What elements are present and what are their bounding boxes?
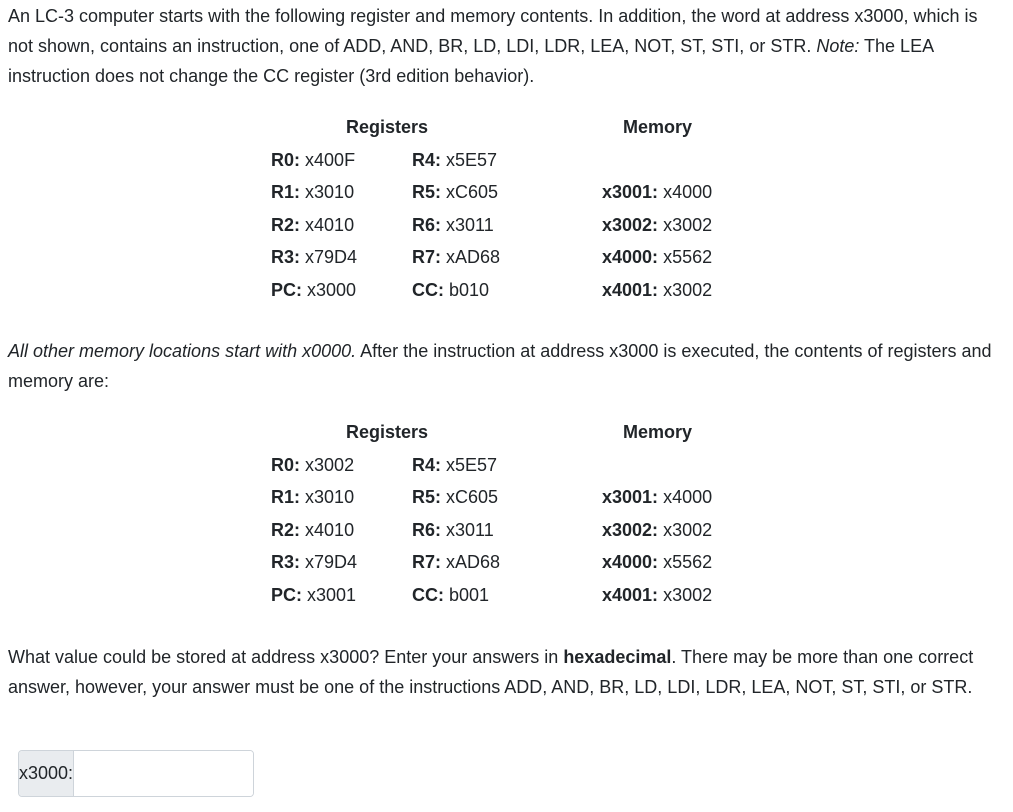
register-value: x4010: [305, 215, 355, 235]
memory-address: x3001:: [602, 487, 659, 507]
register-value: x79D4: [305, 552, 358, 572]
memory-x3001: [602, 482, 712, 512]
transition-paragraph: [8, 336, 998, 396]
register-name: R3:: [271, 247, 301, 267]
memory-x4000: [602, 547, 712, 577]
question-text: What value could be stored at address x3000? Enter your answers in: [8, 647, 564, 667]
register-name: R5:: [412, 487, 442, 507]
memory-value: x3002: [663, 215, 713, 235]
register-name: R0:: [271, 455, 301, 475]
register-name: R2:: [271, 520, 301, 540]
register-pc: [271, 580, 356, 610]
register-name: PC:: [271, 280, 302, 300]
register-value: x3010: [305, 182, 355, 202]
question-bold-text: hexadecimal: [563, 647, 672, 667]
question-text-rest: . There may be more than one correct answer, however, your answer must be one of the instructions ADD, AND, BR, LD, LDI, LDR, LEA, NOT, ST, STI, or STR.: [8, 647, 974, 697]
memory-value: x3002: [663, 585, 713, 605]
intro-text: An LC-3 computer starts with the following register and memory contents. In addition, the word at address x3000, which is not shown, contains an instruction, one of ADD, AND, BR, LD, LDI, LDR, LEA, NOT, ST, STI, or STR.: [8, 6, 978, 56]
register-name: R2:: [271, 215, 301, 235]
register-value: x3002: [305, 455, 355, 475]
register-r7: [412, 242, 500, 272]
register-r2: [271, 515, 354, 545]
memory-address: x3002:: [602, 520, 659, 540]
register-name: R3:: [271, 552, 301, 572]
register-name: CC:: [412, 280, 444, 300]
register-value: x79D4: [305, 247, 358, 267]
register-r0: [271, 145, 355, 175]
register-value: x5E57: [446, 150, 498, 170]
answer-input[interactable]: [74, 751, 254, 796]
register-pc: [271, 275, 356, 305]
memory-x4001: [602, 580, 712, 610]
memory-address: x4000:: [602, 247, 659, 267]
register-value: x3001: [307, 585, 357, 605]
register-name: R4:: [412, 150, 442, 170]
memory-address: x4001:: [602, 585, 659, 605]
register-value: xC605: [446, 487, 499, 507]
register-value: x3010: [305, 487, 355, 507]
register-r3: [271, 547, 357, 577]
register-r1: [271, 177, 354, 207]
memory-header: Memory: [623, 422, 693, 442]
register-r3: [271, 242, 357, 272]
register-value: xAD68: [446, 552, 501, 572]
register-name: R1:: [271, 182, 301, 202]
register-name: R6:: [412, 520, 442, 540]
memory-value: x4000: [663, 487, 713, 507]
register-name: R0:: [271, 150, 301, 170]
memory-value: x3002: [663, 520, 713, 540]
memory-value: x5562: [663, 247, 713, 267]
intro-paragraph: [8, 1, 998, 91]
register-value: x3011: [446, 520, 494, 540]
register-name: PC:: [271, 585, 302, 605]
register-value: xAD68: [446, 247, 501, 267]
register-value: x3011: [446, 215, 494, 235]
register-value: x3000: [307, 280, 357, 300]
memory-x3002: [602, 515, 712, 545]
register-r7: [412, 547, 500, 577]
memory-value: x4000: [663, 182, 713, 202]
register-name: R7:: [412, 247, 442, 267]
register-r0: [271, 450, 354, 480]
register-name: R5:: [412, 182, 442, 202]
answer-label: x3000:: [19, 751, 74, 796]
register-r1: [271, 482, 354, 512]
memory-header: Memory: [623, 117, 693, 137]
register-name: R1:: [271, 487, 301, 507]
register-name: R4:: [412, 455, 442, 475]
register-r6: [412, 515, 494, 545]
memory-value: x5562: [663, 552, 713, 572]
register-name: R7:: [412, 552, 442, 572]
final-state: [0, 417, 1013, 617]
note-label: Note:: [816, 36, 860, 56]
memory-x3001: [602, 177, 712, 207]
memory-value: x3002: [663, 280, 713, 300]
memory-x3002: [602, 210, 712, 240]
question-paragraph: [8, 642, 998, 702]
transition-italic-text: All other memory locations start with x0000.: [8, 341, 357, 361]
register-r6: [412, 210, 494, 240]
register-cc: [412, 580, 489, 610]
initial-state: [0, 112, 1013, 312]
registers-header: Registers: [346, 117, 429, 137]
intro-note-text: The LEA instruction does not change the CC register (3rd edition behavior).: [8, 36, 934, 86]
transition-text: After the instruction at address x3000 is executed, the contents of registers and memory are:: [8, 341, 992, 391]
registers-header: Registers: [346, 422, 429, 442]
register-value: x400F: [305, 150, 356, 170]
register-r4: [412, 145, 497, 175]
register-value: b001: [449, 585, 490, 605]
answer-input-group: [18, 750, 254, 797]
register-name: R6:: [412, 215, 442, 235]
register-r2: [271, 210, 354, 240]
register-cc: [412, 275, 489, 305]
register-name: CC:: [412, 585, 444, 605]
memory-x4000: [602, 242, 712, 272]
register-r4: [412, 450, 497, 480]
memory-x4001: [602, 275, 712, 305]
register-r5: [412, 482, 498, 512]
memory-address: x4001:: [602, 280, 659, 300]
memory-address: x3002:: [602, 215, 659, 235]
register-r5: [412, 177, 498, 207]
register-value: x4010: [305, 520, 355, 540]
register-value: x5E57: [446, 455, 498, 475]
register-value: b010: [449, 280, 490, 300]
memory-address: x3001:: [602, 182, 659, 202]
register-value: xC605: [446, 182, 499, 202]
memory-address: x4000:: [602, 552, 659, 572]
